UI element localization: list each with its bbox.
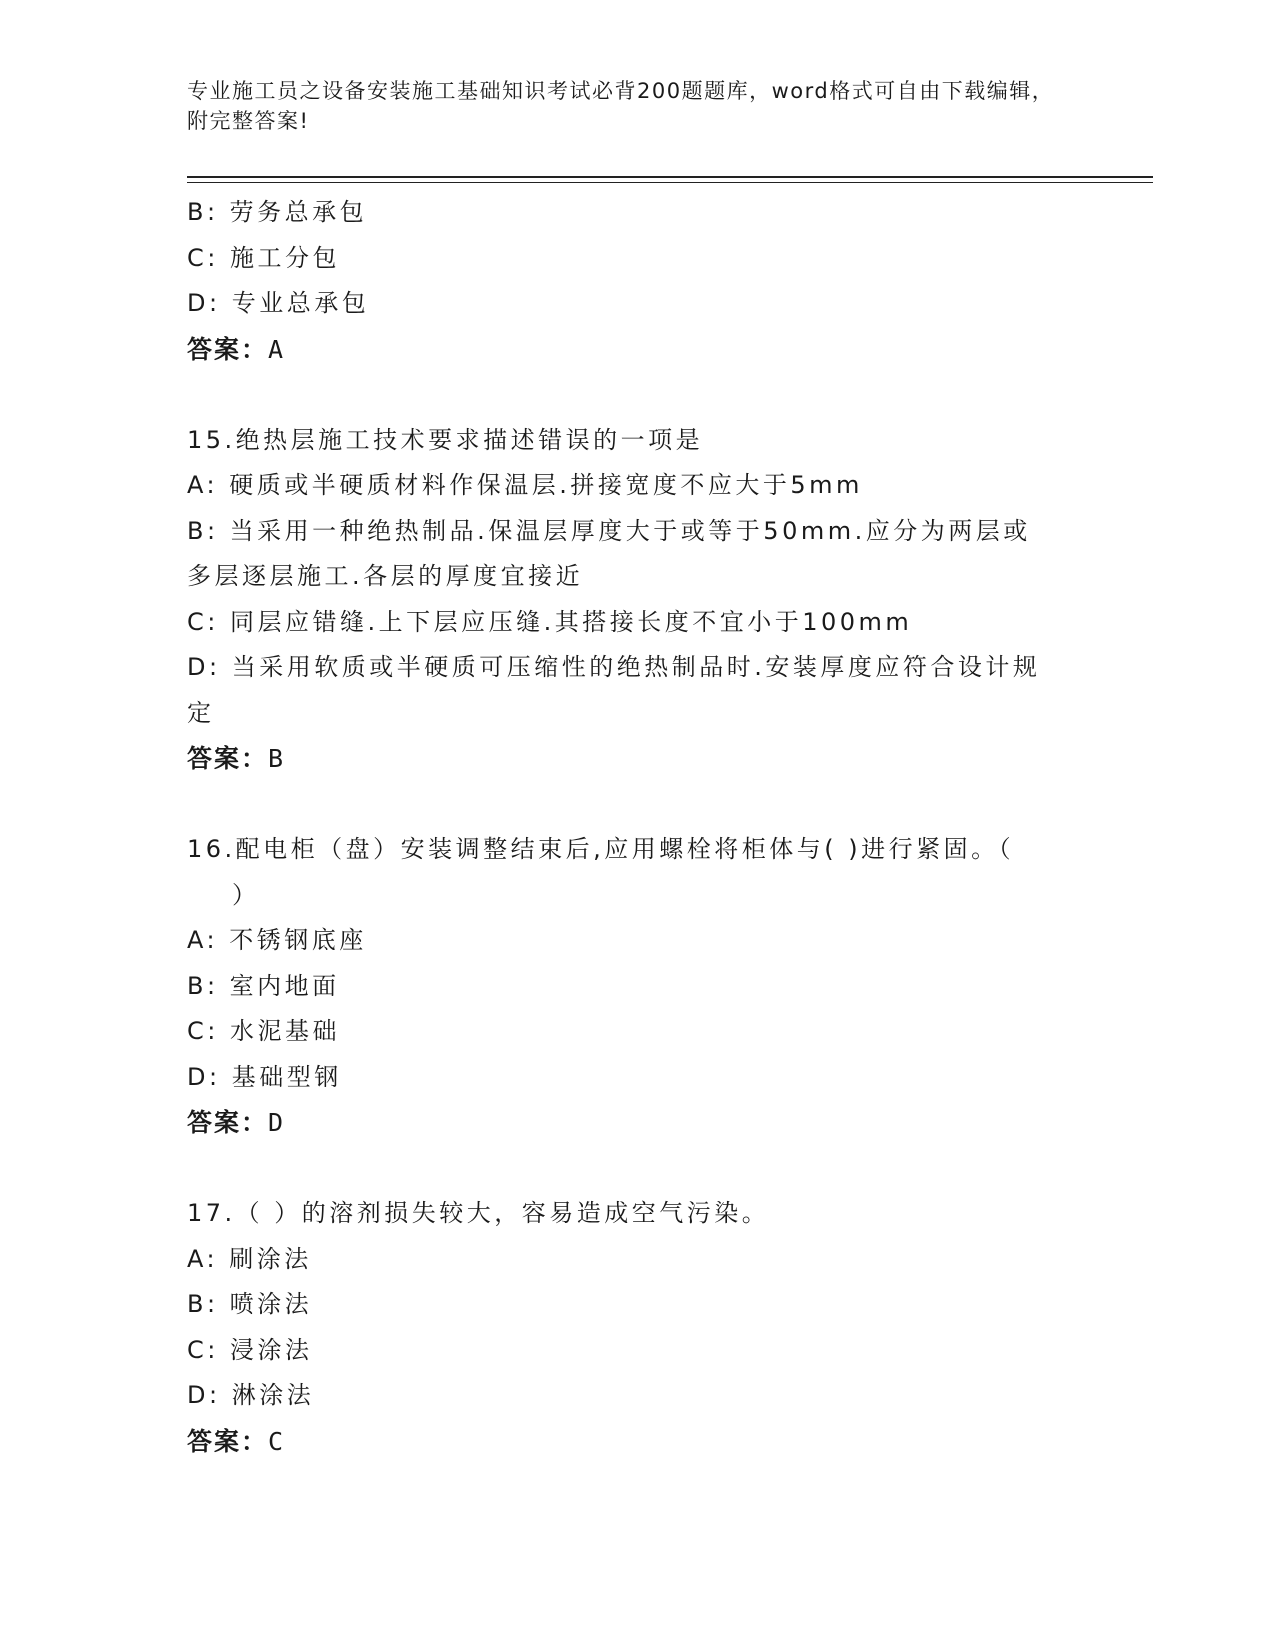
question-text: 17.（ ）的溶剂损失较大，容易造成空气污染。 [187, 1199, 770, 1227]
option-d: D: 专业总承包 [187, 289, 370, 317]
question-15 [187, 418, 1087, 782]
question-list [187, 190, 1087, 1464]
option-a: A: 刷涂法 [187, 1244, 312, 1273]
question-14 [187, 190, 1087, 372]
option-b: B: 喷涂法 [187, 1290, 313, 1318]
option-b: B: 当采用一种绝热制品.保温层厚度大于或等于50mm.应分为两层或多层逐层施工.各层的厚度宜接近 [187, 516, 1031, 590]
option-d: D: 当采用软质或半硬质可压缩性的绝热制品时.安装厚度应符合设计规定 [187, 653, 1041, 727]
option-c: C: 水泥基础 [187, 1017, 340, 1045]
option-d: D: 基础型钢 [187, 1062, 342, 1091]
question-text: 16.配电柜（盘）安装调整结束后,应用螺栓将柜体与( )进行紧固。（ [187, 835, 1015, 863]
spacer [187, 782, 1087, 828]
answer-line [187, 1100, 1087, 1146]
answer-line [187, 1419, 1087, 1465]
answer-label: 答案： [187, 1426, 269, 1456]
option-a: A: 硬质或半硬质材料作保温层.拼接宽度不应大于5mm [187, 471, 863, 499]
option-c: C: 施工分包 [187, 243, 340, 272]
question-text: 15.绝热层施工技术要求描述错误的一项是 [187, 425, 704, 454]
spacer [187, 372, 1087, 418]
answer-label: 答案： [187, 744, 269, 773]
answer-value: D [268, 1108, 286, 1137]
answer-line [187, 327, 1087, 373]
question-16 [187, 827, 1087, 1146]
answer-label: 答案： [187, 1108, 269, 1137]
answer-value: A [268, 334, 286, 364]
option-b: B: 室内地面 [187, 971, 340, 1000]
header-divider-thick [187, 176, 1153, 178]
question-text-continuation: ） [232, 880, 260, 909]
option-d: D: 淋涂法 [187, 1381, 315, 1409]
answer-line [187, 736, 1087, 782]
answer-value: B [268, 744, 286, 773]
option-c: C: 同层应错缝.上下层应压缝.其搭接长度不宜小于100mm [187, 607, 913, 636]
header-divider-thin [187, 182, 1153, 183]
question-17 [187, 1191, 1087, 1464]
option-a: A: 不锈钢底座 [187, 926, 367, 954]
answer-value: C [268, 1426, 286, 1456]
spacer [187, 1146, 1087, 1192]
option-b: B: 劳务总承包 [187, 198, 368, 226]
document-header: 专业施工员之设备安装施工基础知识考试必背200题题库，word格式可自由下载编辑，附完整答案! [187, 79, 1055, 133]
answer-label: 答案： [187, 334, 269, 364]
option-c: C: 浸涂法 [187, 1335, 313, 1364]
